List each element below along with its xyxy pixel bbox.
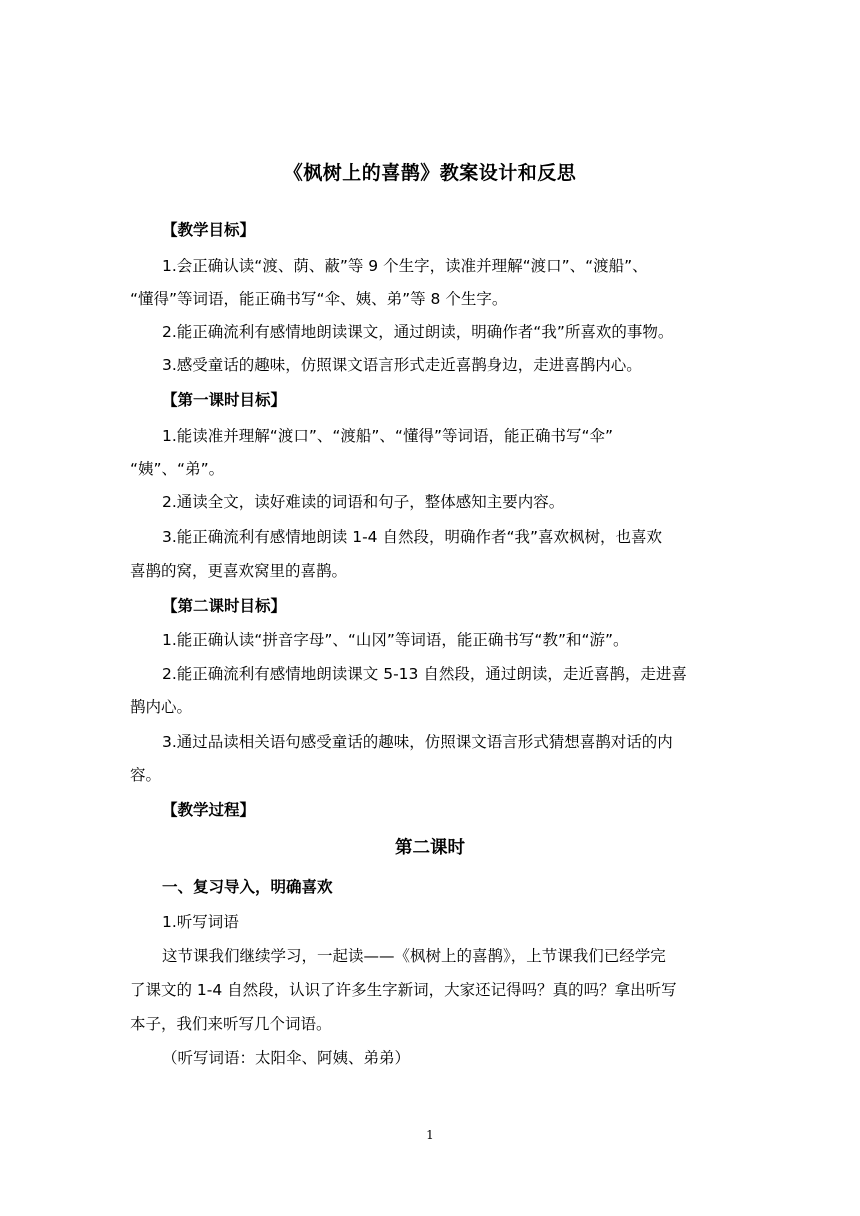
text-line: 喜鹊的窝，更喜欢窝里的喜鹊。 — [130, 562, 348, 580]
text-line: （听写词语：太阳伞、阿姨、弟弟） — [162, 1049, 411, 1067]
lesson-heading: 第二课时 — [395, 838, 465, 858]
section-heading: 【教学目标】 — [162, 221, 256, 239]
text-line: 鹊内心。 — [130, 698, 193, 716]
document-title: 《枫树上的喜鹊》教案设计和反思 — [283, 162, 577, 184]
text-line: 1.听写词语 — [162, 913, 239, 931]
section-heading: 【第一课时目标】 — [162, 391, 287, 409]
text-line: 本子，我们来听写几个词语。 — [130, 1015, 332, 1033]
text-line: 了课文的 1-4 自然段，认识了许多生字新词，大家还记得吗？真的吗？拿出听写 — [130, 981, 677, 999]
text-line: “懂得”等词语，能正确书写“伞、姨、弟”等 8 个生字。 — [130, 290, 508, 308]
text-line: 3.感受童话的趣味，仿照课文语言形式走近喜鹊身边，走进喜鹊内心。 — [162, 356, 642, 374]
text-line: “姨”、“弟”。 — [130, 460, 225, 478]
text-line: 容。 — [130, 766, 162, 784]
text-line: 1.能读准并理解“渡口”、“渡船”、“懂得”等词语，能正确书写“伞” — [162, 427, 614, 445]
text-line: 这节课我们继续学习，一起读——《枫树上的喜鹊》，上节课我们已经学完 — [162, 947, 666, 965]
text-line: 2.通读全文，读好难读的词语和句子，整体感知主要内容。 — [162, 493, 565, 511]
text-line: 2.能正确流利有感情地朗读课文，通过朗读，明确作者“我”所喜欢的事物。 — [162, 323, 674, 341]
section-heading: 【教学过程】 — [162, 801, 256, 819]
text-line: 1.能正确认读“拼音字母”、“山冈”等词语，能正确书写“教”和“游”。 — [162, 631, 629, 649]
page-number: 1 — [426, 1128, 434, 1142]
text-line: 3.能正确流利有感情地朗读 1-4 自然段，明确作者“我”喜欢枫树，也喜欢 — [162, 528, 663, 546]
text-line: 3.通过品读相关语句感受童话的趣味，仿照课文语言形式猜想喜鹊对话的内 — [162, 733, 673, 751]
section-heading: 【第二课时目标】 — [162, 597, 287, 615]
text-line: 2.能正确流利有感情地朗读课文 5-13 自然段，通过朗读，走近喜鹊，走进喜 — [162, 665, 687, 683]
subsection-heading: 一、复习导入，明确喜欢 — [162, 878, 333, 896]
text-line: 1.会正确认读“渡、荫、蔽”等 9 个生字，读准并理解“渡口”、“渡船”、 — [162, 257, 648, 275]
